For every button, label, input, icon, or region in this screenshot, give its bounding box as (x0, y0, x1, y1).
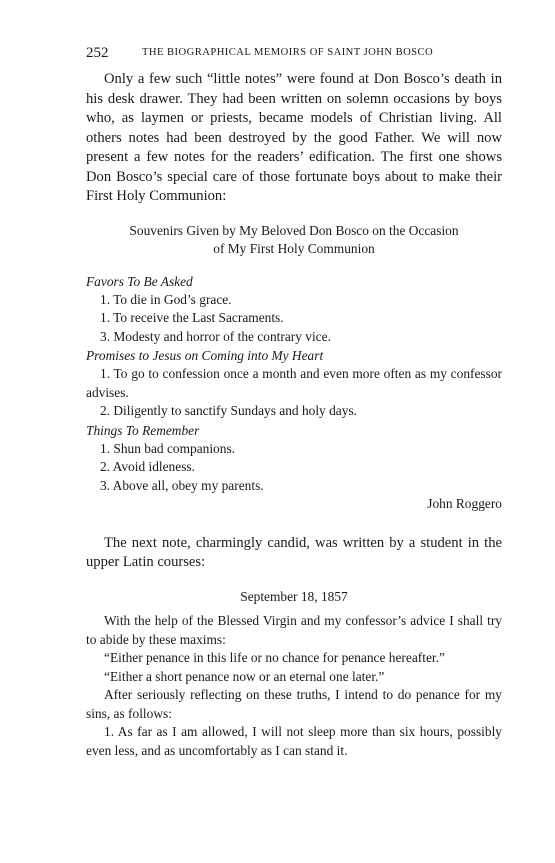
note2-item-1: 1. As far as I am allowed, I will not sleep more than six hours, possibly even less, and as uncomfortably as I can stand it. (86, 724, 502, 758)
list-item: 1. To die in God’s grace. (100, 291, 232, 307)
maxim-1: “Either penance in this life or no chance for penance hereafter.” (104, 650, 445, 665)
souvenir-title-line1: Souvenirs Given by My Beloved Don Bosco on the Occasion (129, 222, 459, 238)
list-item: 2. Diligently to sanctify Sundays and holy days. (100, 403, 357, 418)
note2-body (86, 612, 502, 760)
remember-list (86, 440, 502, 514)
remember-heading: Things To Remember (86, 422, 200, 438)
list-item: 1. To go to confession once a month and even more often as my confessor advises. (86, 366, 502, 400)
list-item: 3. Above all, obey my parents. (100, 477, 264, 493)
promises-heading: Promises to Jesus on Coming into My Heart (86, 348, 324, 363)
souvenir-title-line2: of My First Holy Communion (213, 240, 375, 256)
list-item: 2. Avoid idleness. (100, 459, 195, 474)
list-item: 1. Shun bad companions. (100, 440, 236, 456)
favors-heading: Favors To Be Asked (86, 273, 193, 289)
favors-list (86, 291, 502, 347)
note-date: September 18, 1857 (240, 588, 348, 604)
signature: John Roggero (427, 496, 502, 511)
list-item: 1. To receive the Last Sacraments. (100, 310, 284, 325)
maxim-2: “Either a short penance now or an eternal one later.” (104, 668, 385, 684)
list-item: 3. Modesty and horror of the contrary vice. (100, 328, 331, 344)
second-intro-paragraph: The next note, charmingly candid, was written by a student in the upper Latin courses: (86, 534, 502, 570)
page-header (86, 45, 506, 61)
note2-paragraph-2: After seriously reflecting on these truths, I intend to do penance for my sins, as follows: (86, 687, 502, 721)
page-number: 252 (86, 45, 109, 61)
running-head: THE BIOGRAPHICAL MEMOIRS OF SAINT JOHN BOSCO (142, 47, 434, 58)
note2-paragraph: With the help of the Blessed Virgin and my confessor’s advice I shall try to abide by these maxims: (86, 613, 502, 647)
promises-list (86, 365, 502, 421)
body-text (86, 70, 502, 760)
intro-paragraph: Only a few such “little notes” were found at Don Bosco’s death in his desk drawer. They had been written on solemn occasions by boys who, as laymen or priests, became models of Christian living. All others notes had been destroyed by the good Father. We will now present a few notes for the readers’ edification. The first one shows Don Bosco’s special care of those fortunate boys about to make their First Holy Communion: (86, 71, 502, 204)
